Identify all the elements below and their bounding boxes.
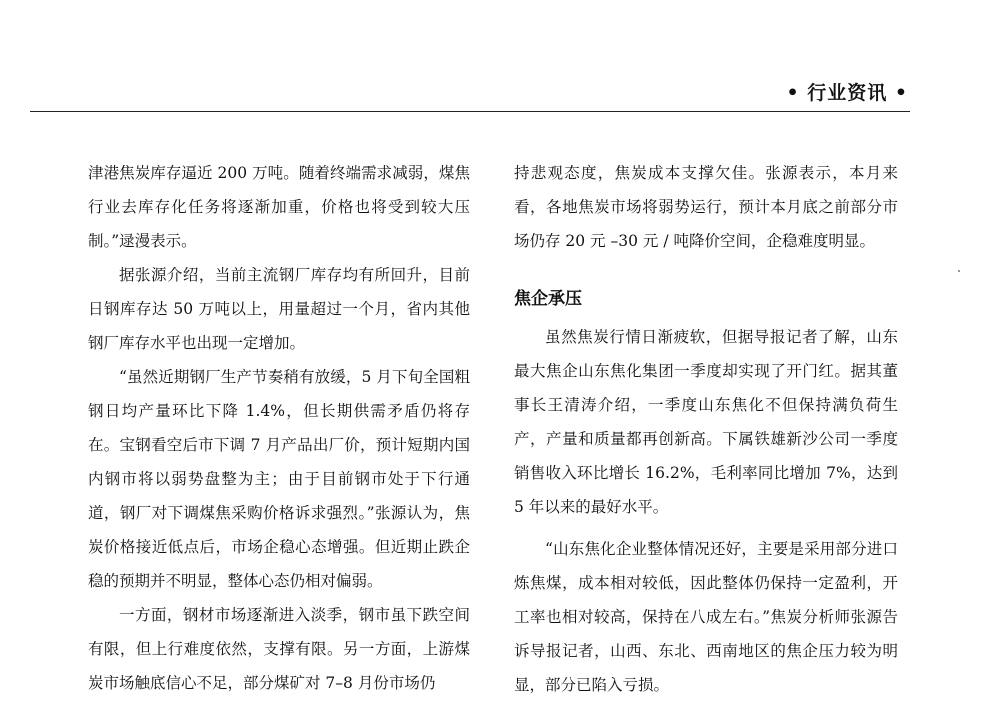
paragraph: 据张源介绍，当前主流钢厂库存均有所回升，目前日钢库存达 50 万吨以上，用量超过一个月，省内其他钢厂库存水平也出现一定增加。 (88, 266, 470, 352)
paragraph: 一方面，钢材市场逐渐进入淡季，钢市虽下跌空间有限，但上行难度依然，支撑有限。另一方面，上游煤炭市场触底信心不足，部分煤矿对 7–8 月份市场仍 (88, 606, 470, 692)
section-subheading: 焦企承压 (514, 289, 582, 309)
paragraph: 津港焦炭库存逼近 200 万吨。随着终端需求减弱，煤焦行业去库存化任务将逐渐加重，价格也将受到较大压制。”逯漫表示。 (88, 164, 470, 250)
paragraph: 虽然焦炭行情日渐疲软，但据导报记者了解，山东最大焦企山东焦化集团一季度却实现了开门红。据其董事长王清涛介绍，一季度山东焦化不但保持满负荷生产，产量和质量都再创新高。下属铁雄新沙公司一季度销售收入环比增长 16.2%，毛利率同比增加 7%，达到 5 年以来的最好水平。 (514, 328, 898, 516)
paragraph: “山东焦化企业整体情况还好，主要是采用部分进口炼焦煤，成本相对较低，因此整体仍保持一定盈利，开工率也相对较高，保持在八成左右。”焦炭分析师张源告诉导报记者，山西、东北、西南地区的焦企压力较为明显，部分已陷入亏损。 (514, 540, 898, 694)
left-column (88, 156, 470, 700)
scan-speck (958, 270, 960, 272)
paragraph: “虽然近期钢厂生产节奏稍有放缓，5 月下旬全国粗钢日均产量环比下降 1.4%，但长期供需矛盾仍将存在。宝钢看空后市下调 7 月产品出厂价，预计短期内国内钢市将以弱势盘整为主；由于目前钢市处于下行通道，钢厂对下调煤焦采购价格诉求强烈。”张源认为，焦炭价格接近低点后，市场企稳心态增强。但近期止跌企稳的预期并不明显，整体心态仍相对偏弱。 (88, 368, 470, 590)
section-label: • 行业资讯 • (786, 82, 908, 104)
paragraph-gap (514, 524, 898, 532)
header-divider (30, 111, 910, 112)
right-column (514, 156, 898, 702)
paragraph: 持悲观态度，焦炭成本支撑欠佳。张源表示，本月来看，各地焦炭市场将弱势运行，预计本月底之前部分市场仍存 20 元 –30 元 / 吨降价空间，企稳难度明显。 (514, 164, 898, 250)
